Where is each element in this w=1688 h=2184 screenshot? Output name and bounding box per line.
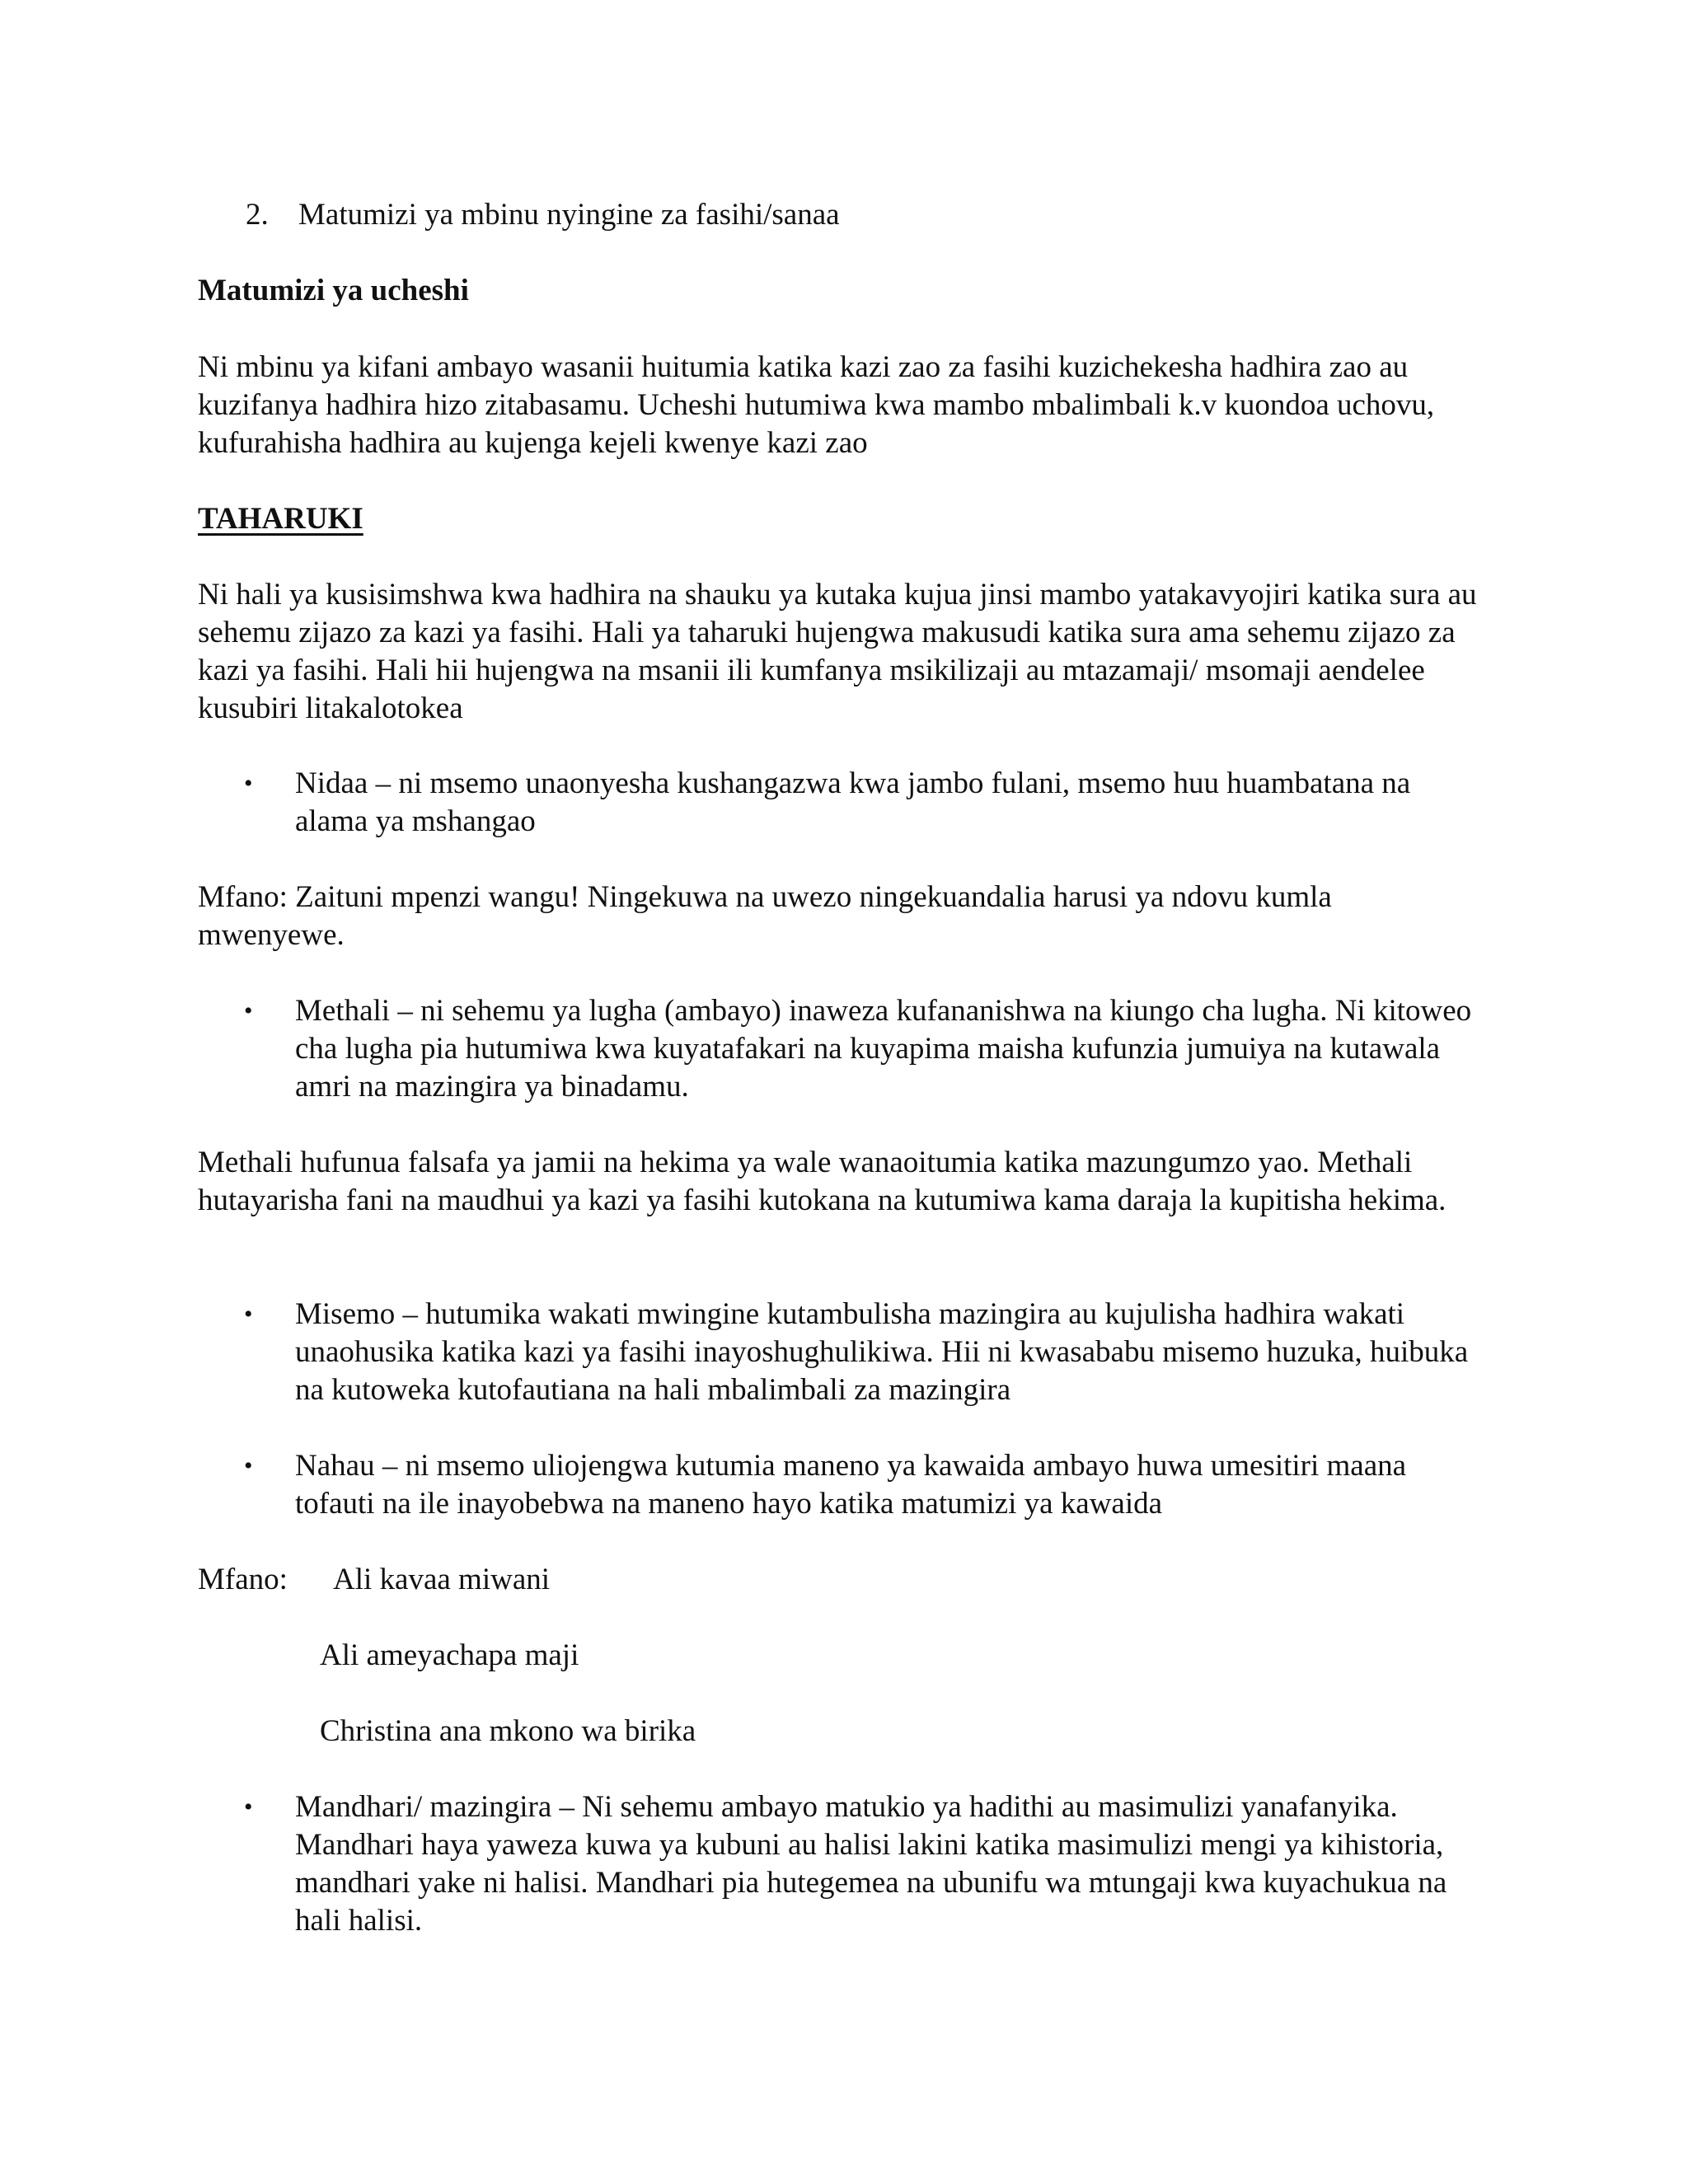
example-line: Christina ana mkono wa birika — [320, 1714, 696, 1748]
bullet-dot: • — [244, 997, 253, 1024]
bullet-dot: • — [244, 1793, 253, 1821]
item-number: 2. — [246, 198, 269, 232]
bullet-text: Methali – ni sehemu ya lugha (ambayo) inaweza kufananishwa na kiungo cha lugha. Ni kitoweo cha lugha pia hutumiwa kwa kuyatafakari na kuyapima maisha kufunzia jumuiya na kutawala amri na mazingira ya binadamu. — [295, 994, 1472, 1104]
heading-ucheshi: Matumizi ya ucheshi — [198, 274, 469, 307]
numbered-item-2 — [246, 196, 1531, 234]
bullet-dot: • — [244, 1301, 253, 1328]
paragraph-taharuki: Ni hali ya kusisimshwa kwa hadhira na shauku ya kutaka kujua jinsi mambo yatakavyojiri katika sura au sehemu zijazo za kazi ya fasihi. Hali ya taharuki hujengwa makusudi katika sura ama sehemu zijazo za kazi ya fasihi. Hali hii hujengwa na msanii ili kumfanya msikilizaji au mtazamaji/ msomaji aendelee kusubiri litakalotokea — [198, 578, 1477, 725]
bullet-misemo — [244, 1296, 1484, 1409]
bullet-methali — [244, 992, 1484, 1106]
bullet-mandhari — [244, 1788, 1484, 1940]
item-text: Matumizi ya mbinu nyingine za fasihi/sanaa — [298, 198, 840, 232]
bullet-dot: • — [244, 770, 253, 797]
example-line: Ali kavaa miwani — [333, 1563, 551, 1596]
paragraph-ucheshi: Ni mbinu ya kifani ambayo wasanii huitumia katika kazi zao za fasihi kuzichekesha hadhira zao au kuzifanya hadhira hizo zitabasamu. Ucheshi hutumiwa kwa mambo mbalimbali k.v kuondoa uchovu, kufurahisha hadhira au kujenga kejeli kwenye kazi zao — [198, 350, 1435, 460]
bullet-text: Mandhari/ mazingira – Ni sehemu ambayo matukio ya hadithi au masimulizi yanafanyika. Mandhari haya yaweza kuwa ya kubuni au halisi lakini katika masimulizi mengi ya kihistoria, mandhari yake ni halisi. Mandhari pia hutegemea na ubunifu wa mtungaji kwa kuyachukua na hali halisi. — [295, 1790, 1447, 1938]
bullet-nahau — [244, 1447, 1484, 1523]
paragraph-methali: Methali hufunua falsafa ya jamii na hekima ya wale wanaoitumia katika mazungumzo yao. Methali hutayarisha fani na maudhui ya kazi ya fasihi kutokana na kutumiwa kama daraja la kupitisha hekima. — [198, 1146, 1447, 1217]
example-line: Ali ameyachapa maji — [320, 1638, 579, 1672]
heading-taharuki: TAHARUKI — [198, 502, 363, 536]
bullet-text: Nahau – ni msemo uliojengwa kutumia maneno ya kawaida ambayo huwa umesitiri maana tofauti na ile inayobebwa na maneno hayo katika matumizi ya kawaida — [295, 1449, 1407, 1521]
bullet-nidaa — [244, 765, 1484, 841]
bullet-text: Misemo – hutumika wakati mwingine kutambulisha mazingira au kujulisha hadhira wakati unaohusika katika kazi ya fasihi inayoshughulikiwa. Hii ni kwasababu misemo huzuka, huibuka na kutoweka kutofautiana na hali mbalimbali za mazingira — [295, 1297, 1469, 1407]
bullet-text: Nidaa – ni msemo unaonyesha kushangazwa kwa jambo fulani, msemo huu huambatana na alama ya mshangao — [295, 766, 1411, 838]
example-nidaa: Mfano: Zaituni mpenzi wangu! Ningekuwa na uwezo ningekuandalia harusi ya ndovu kumla mwenyewe. — [198, 880, 1332, 952]
example-label: Mfano: — [198, 1563, 288, 1596]
bullet-dot: • — [244, 1452, 253, 1479]
